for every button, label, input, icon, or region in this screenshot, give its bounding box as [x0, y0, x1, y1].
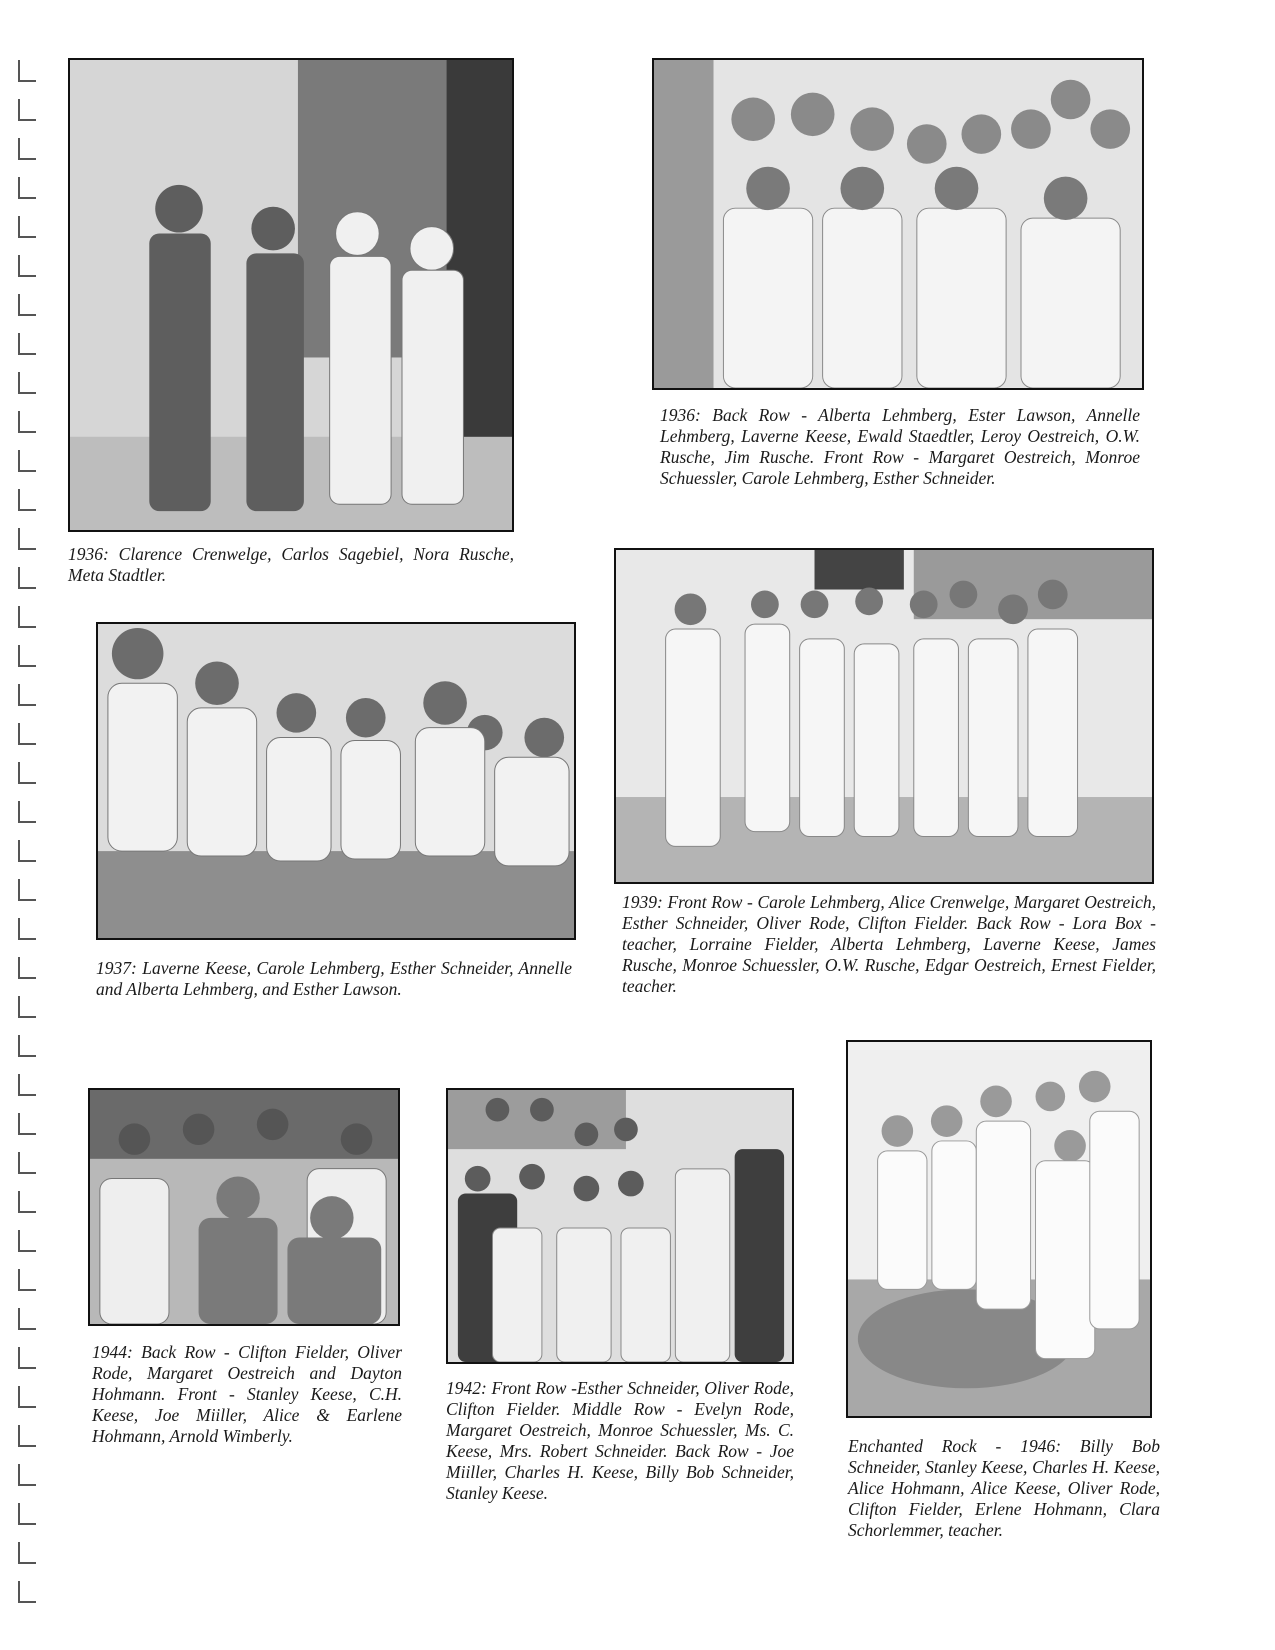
photo-1937-seated-girls [96, 622, 576, 940]
binding-mark [18, 1035, 36, 1057]
binding-mark [18, 606, 36, 628]
binding-mark [18, 372, 36, 394]
photo-1942-class [446, 1088, 794, 1364]
binding-mark [18, 450, 36, 472]
binding-mark [18, 99, 36, 121]
binding-mark [18, 1269, 36, 1291]
binding-mark [18, 489, 36, 511]
binding-mark [18, 996, 36, 1018]
binding-mark [18, 138, 36, 160]
binding-mark [18, 762, 36, 784]
binding-mark [18, 1464, 36, 1486]
binding-mark [18, 177, 36, 199]
binding-mark [18, 1152, 36, 1174]
photo-1946-enchanted-rock [846, 1040, 1152, 1418]
caption-1937-seated-girls: 1937: Laverne Keese, Carole Lehmberg, Esther Schneider, Annelle and Alberta Lehmberg, and Esther Lawson. [96, 958, 572, 999]
binding-mark [18, 1113, 36, 1135]
binding-mark [18, 1347, 36, 1369]
binding-mark [18, 1230, 36, 1252]
binding-mark [18, 255, 36, 277]
binding-mark [18, 879, 36, 901]
photo-1936-group-of-four [68, 58, 514, 532]
caption-1946-enchanted-rock: Enchanted Rock - 1946: Billy Bob Schneider, Stanley Keese, Charles H. Keese, Alice Hohmann, Alice Keese, Oliver Rode, Clifton Fielder, Erlene Hohmann, Clara Schorlemmer, teacher. [848, 1436, 1160, 1540]
binding-mark [18, 1308, 36, 1330]
binding-mark [18, 1503, 36, 1525]
caption-1936-back-and-front-row: 1936: Back Row - Alberta Lehmberg, Ester Lawson, Annelle Lehmberg, Laverne Keese, Ewald Staedtler, Leroy Oestreich, O.W. Rusche, Jim Rusche. Front Row - Margaret Oestreich, Monroe Schuessler, Carole Lehmberg, Esther Schneider. [660, 405, 1140, 488]
binding-mark [18, 1191, 36, 1213]
binding-mark [18, 723, 36, 745]
caption-1939-class: 1939: Front Row - Carole Lehmberg, Alice Crenwelge, Margaret Oestreich, Esther Schneider, Oliver Rode, Clifton Fielder. Back Row - Lora Box - teacher, Lorraine Fielder, Alberta Lehmberg, Laverne Keese, James Rusche, Monroe Schuessler, O.W. Rusche, Edgar Oestreich, Ernest Fielder, teacher. [622, 892, 1156, 996]
binding-mark [18, 333, 36, 355]
binding-mark [18, 918, 36, 940]
binding-mark [18, 645, 36, 667]
binding-mark [18, 801, 36, 823]
binding-mark [18, 840, 36, 862]
binding-mark [18, 294, 36, 316]
binding-mark [18, 1581, 36, 1603]
binding-mark [18, 684, 36, 706]
caption-1942-class: 1942: Front Row -Esther Schneider, Oliver Rode, Clifton Fielder. Middle Row - Evelyn Rode, Margaret Oestreich, Monroe Schuessler, Ms. C. Keese, Mrs. Robert Schneider. Back Row - Joe Miiller, Charles H. Keese, Billy Bob Schneider, Stanley Keese. [446, 1378, 794, 1503]
binding-mark [18, 411, 36, 433]
photo-1939-class [614, 548, 1154, 884]
binding-mark [18, 528, 36, 550]
caption-1944-class: 1944: Back Row - Clifton Fielder, Oliver Rode, Margaret Oestreich and Dayton Hohmann. Front - Stanley Keese, C.H. Keese, Joe Miiller, Alice & Earlene Hohmann, Arnold Wimberly. [92, 1342, 402, 1446]
binding-mark [18, 567, 36, 589]
binding-mark [18, 1386, 36, 1408]
binding-mark [18, 1074, 36, 1096]
caption-1936-group-of-four: 1936: Clarence Crenwelge, Carlos Sagebiel, Nora Rusche, Meta Stadtler. [68, 544, 514, 585]
spiral-binding-marks [14, 60, 36, 1620]
binding-mark [18, 1425, 36, 1447]
photo-1944-class [88, 1088, 400, 1326]
binding-mark [18, 1542, 36, 1564]
binding-mark [18, 216, 36, 238]
binding-mark [18, 957, 36, 979]
binding-mark [18, 60, 36, 82]
photo-1936-back-and-front-row [652, 58, 1144, 390]
